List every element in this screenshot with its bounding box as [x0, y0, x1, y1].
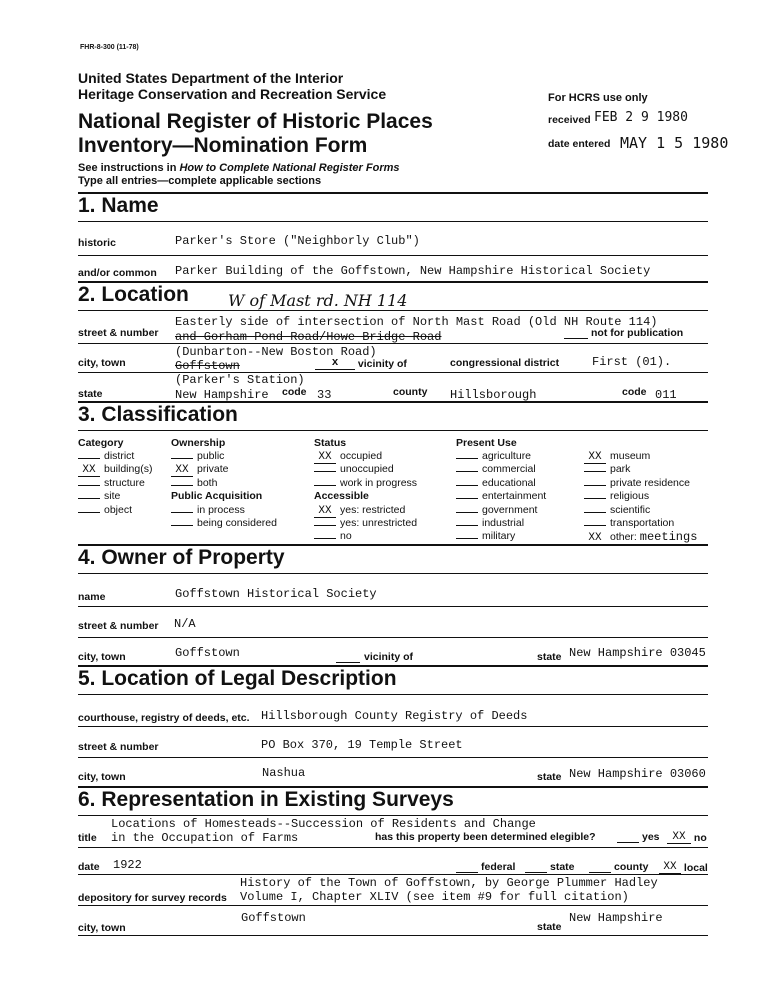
instructions-line2: Type all entries—complete applicable sections [78, 175, 322, 187]
legal-state-value: New Hampshire 03060 [569, 767, 706, 781]
ownership-private[interactable] [171, 463, 229, 477]
above-state-note: (Parker's Station) [175, 373, 305, 387]
section-2-heading: 2. Location [78, 283, 189, 306]
form-title-line2: Inventory—Nomination Form [78, 134, 368, 157]
category-structure-mark [78, 485, 100, 486]
depository-rule [78, 905, 708, 906]
use-agriculture-mark [456, 458, 478, 459]
section-3-heading: 3. Classification [78, 403, 238, 426]
section-1-rule [78, 221, 708, 222]
section-4-rule [78, 573, 708, 574]
received-stamp: FEB 2 9 1980 [594, 110, 688, 125]
county-label: county [393, 386, 428, 398]
accessible-restricted-mark: XX [314, 506, 336, 518]
accessible-unrestricted-mark [314, 525, 336, 526]
use-military-mark [456, 538, 478, 539]
use-museum[interactable] [584, 450, 650, 464]
category-buildings-mark: XX [78, 465, 100, 477]
congressional-value: First (01). [592, 355, 672, 369]
accessible-unrestricted-label: yes: unrestricted [340, 517, 418, 529]
survey-date-rule [78, 874, 708, 875]
owner-name-value: Goffstown Historical Society [175, 587, 377, 601]
legal-street-rule [78, 757, 708, 758]
code-label: code [282, 386, 307, 398]
historic-rule [78, 255, 708, 256]
legal-state-label: state [537, 771, 562, 783]
category-buildings[interactable] [78, 463, 152, 477]
accessible-no-mark [314, 538, 336, 539]
form-id: FHR-8-300 (11-78) [80, 44, 139, 51]
use-entertainment-label: entertainment [482, 490, 547, 502]
state-value: New Hampshire [175, 388, 269, 402]
ownership-title: Ownership [171, 437, 226, 449]
code2-value: 011 [655, 388, 677, 402]
depository-label: depository for survey records [78, 892, 227, 904]
survey-city-rule [78, 935, 708, 936]
category-structure-label: structure [104, 477, 145, 489]
category-title: Category [78, 437, 124, 449]
county-value: Hillsborough [450, 388, 537, 402]
use-commercial[interactable] [456, 463, 536, 475]
status-occupied[interactable] [314, 450, 382, 464]
status-work-in-progress-label: work in progress [340, 477, 418, 489]
date-entered-stamp: MAY 1 5 1980 [620, 134, 729, 152]
use-educational[interactable] [456, 477, 536, 489]
use-other[interactable] [584, 530, 697, 545]
use-park[interactable] [584, 463, 630, 475]
ownership-private-mark: XX [171, 465, 193, 477]
street-label: street & number [78, 327, 159, 339]
category-site[interactable] [78, 490, 120, 502]
status-unoccupied-label: unoccupied [340, 463, 394, 475]
use-park-mark [584, 471, 606, 472]
ownership-both[interactable] [171, 477, 217, 489]
section-6-rule [78, 815, 708, 816]
owner-city-value: Goffstown [175, 646, 240, 660]
instructions-title: How to Complete National Register Forms [179, 162, 400, 174]
use-industrial-mark [456, 525, 478, 526]
use-educational-label: educational [482, 477, 536, 489]
use-other-mark: XX [584, 533, 606, 545]
eligible-no[interactable] [667, 831, 707, 844]
acquisition-title: Public Acquisition [171, 490, 263, 502]
street-value-1: Easterly side of intersection of North Mast Road (Old NH Route 114) [175, 315, 658, 329]
category-object[interactable] [78, 504, 132, 516]
state-label: state [78, 388, 103, 400]
code-value: 33 [317, 388, 332, 402]
section-5-heading: 5. Location of Legal Description [78, 667, 397, 690]
survey-federal-label: federal [481, 861, 516, 873]
vicinity-mark: x [315, 357, 355, 370]
use-private-residence-mark [584, 485, 606, 486]
use-park-label: park [610, 463, 631, 475]
use-agriculture-label: agriculture [482, 450, 532, 462]
use-government[interactable] [456, 504, 537, 516]
owner-street-label: street & number [78, 620, 159, 632]
section-3-rule [78, 430, 708, 431]
ownership-private-label: private [197, 463, 229, 475]
acquisition-being-considered-mark [171, 525, 193, 526]
handwritten-location-note: W of Mast rd. NH 114 [228, 291, 408, 310]
use-museum-label: museum [610, 450, 651, 462]
use-commercial-mark [456, 471, 478, 472]
acquisition-in-process-mark [171, 512, 193, 513]
survey-local-mark: XX [659, 861, 681, 874]
use-agriculture[interactable] [456, 450, 531, 462]
form-title-line1: National Register of Historic Places [78, 110, 433, 133]
survey-local[interactable] [659, 861, 708, 874]
congressional-label: congressional district [450, 357, 560, 369]
use-other-label: other: [610, 531, 637, 543]
use-private-residence-label: private residence [610, 477, 690, 489]
status-unoccupied[interactable] [314, 463, 394, 475]
vicinity-label: vicinity of [357, 358, 407, 370]
accessible-no[interactable] [314, 530, 352, 542]
section-4-heading: 4. Owner of Property [78, 546, 285, 569]
survey-local-label: local [683, 862, 708, 874]
owner-vicinity-label: vicinity of [364, 651, 414, 663]
use-transportation-mark [584, 525, 606, 526]
accessible-title: Accessible [314, 490, 369, 502]
status-work-in-progress[interactable] [314, 477, 417, 489]
owner-state-label: state [537, 651, 562, 663]
category-object-label: object [104, 504, 133, 516]
category-district-mark [78, 458, 100, 459]
owner-vicinity [336, 651, 413, 663]
use-commercial-label: commercial [482, 463, 536, 475]
owner-name-label: name [78, 591, 106, 603]
use-religious-label: religious [610, 490, 650, 502]
survey-date-label: date [78, 861, 100, 873]
ownership-public-mark [171, 458, 193, 459]
owner-street-value: N/A [174, 617, 196, 631]
city-label: city, town [78, 357, 126, 369]
street-value-2: and Gorham Pond Road/Howe Bridge Road [175, 330, 442, 344]
not-for-publication-label: not for publication [591, 327, 684, 339]
survey-state[interactable] [525, 861, 575, 873]
common-label: and/or common [78, 267, 157, 279]
use-religious-mark [584, 498, 606, 499]
owner-street-rule [78, 637, 708, 638]
use-scientific[interactable] [584, 504, 650, 516]
accessible-no-label: no [340, 530, 352, 542]
use-entertainment-mark [456, 498, 478, 499]
status-unoccupied-mark [314, 471, 336, 472]
use-military[interactable] [456, 530, 515, 542]
status-occupied-mark: XX [314, 452, 336, 464]
instructions-line1 [78, 162, 400, 174]
section-1-top-rule [78, 192, 708, 194]
historic-label: historic [78, 237, 116, 249]
eligible-no-mark: XX [667, 831, 691, 844]
use-entertainment[interactable] [456, 490, 546, 502]
use-industrial-label: industrial [482, 517, 525, 529]
survey-city-value: Goffstown [241, 911, 306, 925]
status-work-in-progress-mark [314, 485, 336, 486]
survey-county-label: county [614, 861, 649, 873]
acquisition-being-considered-label: being considered [197, 517, 277, 529]
depository-value-2: Volume I, Chapter XLIV (see item #9 for full citation) [240, 890, 629, 904]
agency-line1: United States Department of the Interior [78, 70, 344, 86]
instructions-prefix: See instructions in [78, 162, 180, 174]
legal-street-label: street & number [78, 741, 159, 753]
present-use-title: Present Use [456, 437, 517, 449]
category-buildings-label: building(s) [104, 463, 153, 475]
use-military-label: military [482, 530, 516, 542]
survey-title-value-2: in the Occupation of Farms [111, 831, 299, 845]
eligible-yes[interactable] [617, 831, 660, 843]
use-other-value: meetings [639, 530, 698, 544]
common-value: Parker Building of the Goffstown, New Hampshire Historical Society [175, 264, 651, 278]
ownership-public[interactable] [171, 450, 224, 462]
use-transportation[interactable] [584, 517, 674, 529]
use-scientific-label: scientific [610, 504, 651, 516]
survey-state-label: state [537, 921, 562, 933]
owner-state-value: New Hampshire 03045 [569, 646, 706, 660]
category-site-label: site [104, 490, 121, 502]
eligible-question: has this property been determined elegible? [375, 831, 596, 843]
acquisition-in-process-label: in process [197, 504, 245, 516]
use-scientific-mark [584, 512, 606, 513]
use-private-residence[interactable] [584, 477, 690, 489]
use-transportation-label: transportation [610, 517, 675, 529]
legal-city-label: city, town [78, 771, 126, 783]
ownership-both-label: both [197, 477, 218, 489]
vicinity [315, 357, 407, 370]
status-occupied-label: occupied [340, 450, 383, 462]
historic-value: Parker's Store ("Neighborly Club") [175, 234, 420, 248]
hcrs-header: For HCRS use only [548, 92, 648, 104]
acquisition-in-process[interactable] [171, 504, 245, 516]
above-city-note: (Dunbarton--New Boston Road) [175, 345, 377, 359]
use-religious[interactable] [584, 490, 649, 502]
use-government-mark [456, 512, 478, 513]
survey-title-rule [78, 847, 708, 848]
survey-federal[interactable] [456, 861, 515, 873]
street-rule [78, 343, 708, 344]
category-structure[interactable] [78, 477, 145, 489]
date-entered-label: date entered [548, 138, 611, 150]
use-industrial[interactable] [456, 517, 524, 529]
survey-state-value: New Hampshire [569, 911, 663, 925]
courthouse-value: Hillsborough County Registry of Deeds [261, 709, 528, 723]
status-title: Status [314, 437, 347, 449]
survey-title-label: title [78, 832, 97, 844]
eligible-no-label: no [693, 832, 707, 844]
use-museum-mark: XX [584, 452, 606, 464]
city-value: Goffstown [175, 359, 240, 373]
accessible-unrestricted[interactable] [314, 517, 417, 529]
survey-title-value-1: Locations of Homesteads--Succession of Residents and Change [111, 817, 536, 831]
category-district[interactable] [78, 450, 134, 462]
acquisition-being-considered[interactable] [171, 517, 277, 529]
category-district-label: district [104, 450, 135, 462]
courthouse-rule [78, 726, 708, 727]
accessible-restricted-label: yes: restricted [340, 504, 406, 516]
city-rule [78, 372, 708, 373]
received-label: received [548, 114, 591, 126]
survey-state-label: state [550, 861, 575, 873]
depository-value-1: History of the Town of Goffstown, by George Plummer Hadley [240, 876, 658, 890]
courthouse-label: courthouse, registry of deeds, etc. [78, 712, 250, 724]
eligible-yes-label: yes [642, 831, 660, 843]
legal-city-value: Nashua [262, 766, 306, 780]
category-site-mark [78, 498, 100, 499]
section-2-rule [78, 310, 708, 311]
survey-county[interactable] [589, 861, 648, 873]
use-educational-mark [456, 485, 478, 486]
accessible-restricted[interactable] [314, 504, 405, 518]
section-6-heading: 6. Representation in Existing Surveys [78, 788, 454, 811]
not-for-publication [564, 327, 683, 339]
owner-name-rule [78, 606, 708, 607]
legal-street-value: PO Box 370, 19 Temple Street [261, 738, 463, 752]
category-object-mark [78, 512, 100, 513]
ownership-both-mark [171, 485, 193, 486]
code2-label: code [622, 386, 647, 398]
section-5-rule [78, 694, 708, 695]
owner-city-label: city, town [78, 651, 126, 663]
ownership-public-label: public [197, 450, 225, 462]
survey-city-label: city, town [78, 922, 126, 934]
use-government-label: government [482, 504, 538, 516]
agency-line2: Heritage Conservation and Recreation Service [78, 86, 387, 102]
section-1-heading: 1. Name [78, 194, 159, 217]
survey-date-value: 1922 [113, 858, 142, 872]
